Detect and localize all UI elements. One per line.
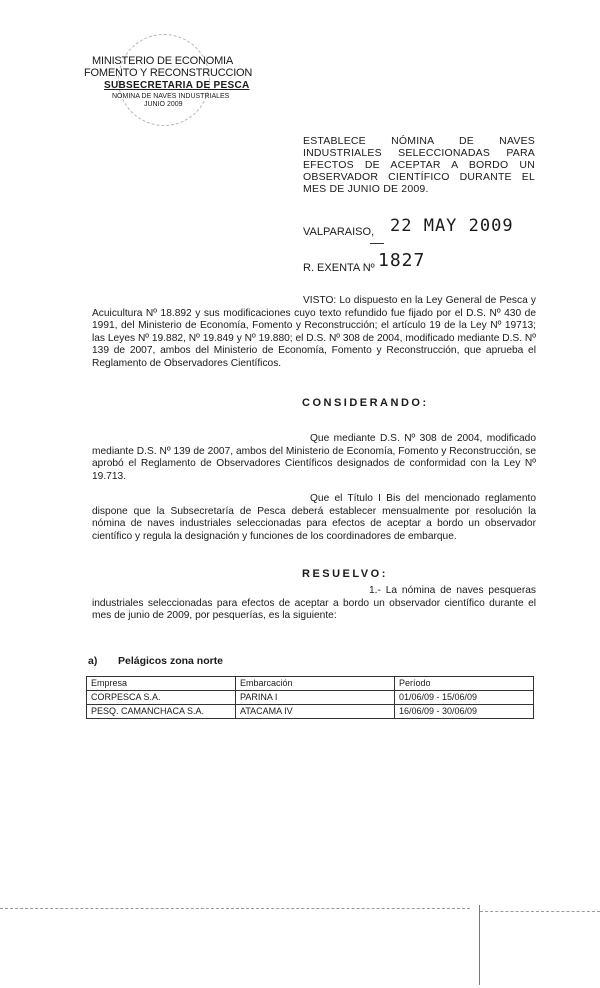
ministry-line-2: FOMENTO Y RECONSTRUCCION (84, 67, 253, 79)
scan-edge-line (480, 911, 600, 912)
section-a-title: Pelágicos zona norte (118, 655, 224, 667)
vessel-table (86, 676, 534, 719)
table-cell: CORPESCA S.A. (87, 691, 236, 705)
separator-dash (370, 243, 384, 244)
table-header-row (87, 677, 534, 691)
table-header-cell: Empresa (87, 677, 236, 691)
resolution-number: 1827 (378, 250, 426, 271)
section-a-letter: a) (88, 655, 98, 667)
table-cell: PARINA I (236, 691, 395, 705)
stamp-subtitle: NOMINA DE NAVES INDUSTRIALES (112, 93, 230, 100)
resolution-label: R. EXENTA Nº (303, 262, 375, 274)
subsecretaria-line: SUBSECRETARIA DE PESCA (104, 80, 250, 91)
letterhead-stamp (78, 40, 268, 130)
ministry-line: MINISTERIO DE ECONOMIA (92, 55, 234, 67)
table-cell: PESQ. CAMANCHACA S.A. (87, 705, 236, 719)
considerando-heading: CONSIDERANDO: (302, 397, 429, 409)
table-row (87, 705, 534, 719)
considerando-paragraph-1: Que mediante D.S. Nº 308 de 2004, modificado mediante D.S. Nº 139 de 2007, ambos del Ministerio de Economía, Fomento y Reconstrucción, se aprobó el Reglamento de Observadores Científicos designados de conformidad con la Ley Nº 19.713. (92, 433, 536, 482)
table-cell: 16/06/09 - 30/06/09 (395, 705, 534, 719)
visto-paragraph: VISTO: Lo dispuesto en la Ley General de Pesca y Acuicultura Nº 18.892 y sus modificaciones cuyo texto refundido fue fijado por el D.S. Nº 430 de 1991, del Ministerio de Economía, Fomento y Reconstrucción; el artículo 19 de la Ley Nº 19713; las Leyes Nº 19.882, Nº 19.849 y Nº 19.880; el D.S. Nº 308 de 2004, modificado mediante D.S. Nº 139 de 2007, ambos del Ministerio de Economía, Fomento y Reconstrucción, que aprueba el Reglamento de Observadores Científicos. (92, 295, 536, 369)
table-header-cell: Embarcación (236, 677, 395, 691)
table-cell: 01/06/09 - 15/06/09 (395, 691, 534, 705)
table-row (87, 691, 534, 705)
table-header-cell: Período (395, 677, 534, 691)
scan-edge-line (0, 908, 470, 909)
resuelvo-heading: RESUELVO: (302, 568, 388, 580)
scan-edge-vertical (479, 905, 480, 985)
stamp-date: JUNIO 2009 (144, 101, 183, 108)
considerando-paragraph-2: Que el Título I Bis del mencionado reglamento dispone que la Subsecretaría de Pesca deberá establecer mensualmente por resolución la nómina de naves industriales seleccionadas para efectos de aceptar a bordo un observador científico y regula la designación y funciones de los coordinadores de embarque. (92, 493, 536, 542)
table-cell: ATACAMA IV (236, 705, 395, 719)
resuelvo-paragraph-1: 1.- La nómina de naves pesqueras industriales seleccionadas para efectos de aceptar a bordo un observador científico durante el mes de junio de 2009, por pesquerías, es la siguiente: (92, 585, 536, 622)
resolution-date: 22 MAY 2009 (390, 216, 514, 236)
resolution-title: ESTABLECE NÓMINA DE NAVES INDUSTRIALES SELECCIONADAS PARA EFECTOS DE ACEPTAR A BORDO UN OBSERVADOR CIENTÍFICO DURANTE EL MES DE JUNIO DE 2009. (303, 135, 535, 195)
place-label: VALPARAISO, (303, 226, 375, 238)
